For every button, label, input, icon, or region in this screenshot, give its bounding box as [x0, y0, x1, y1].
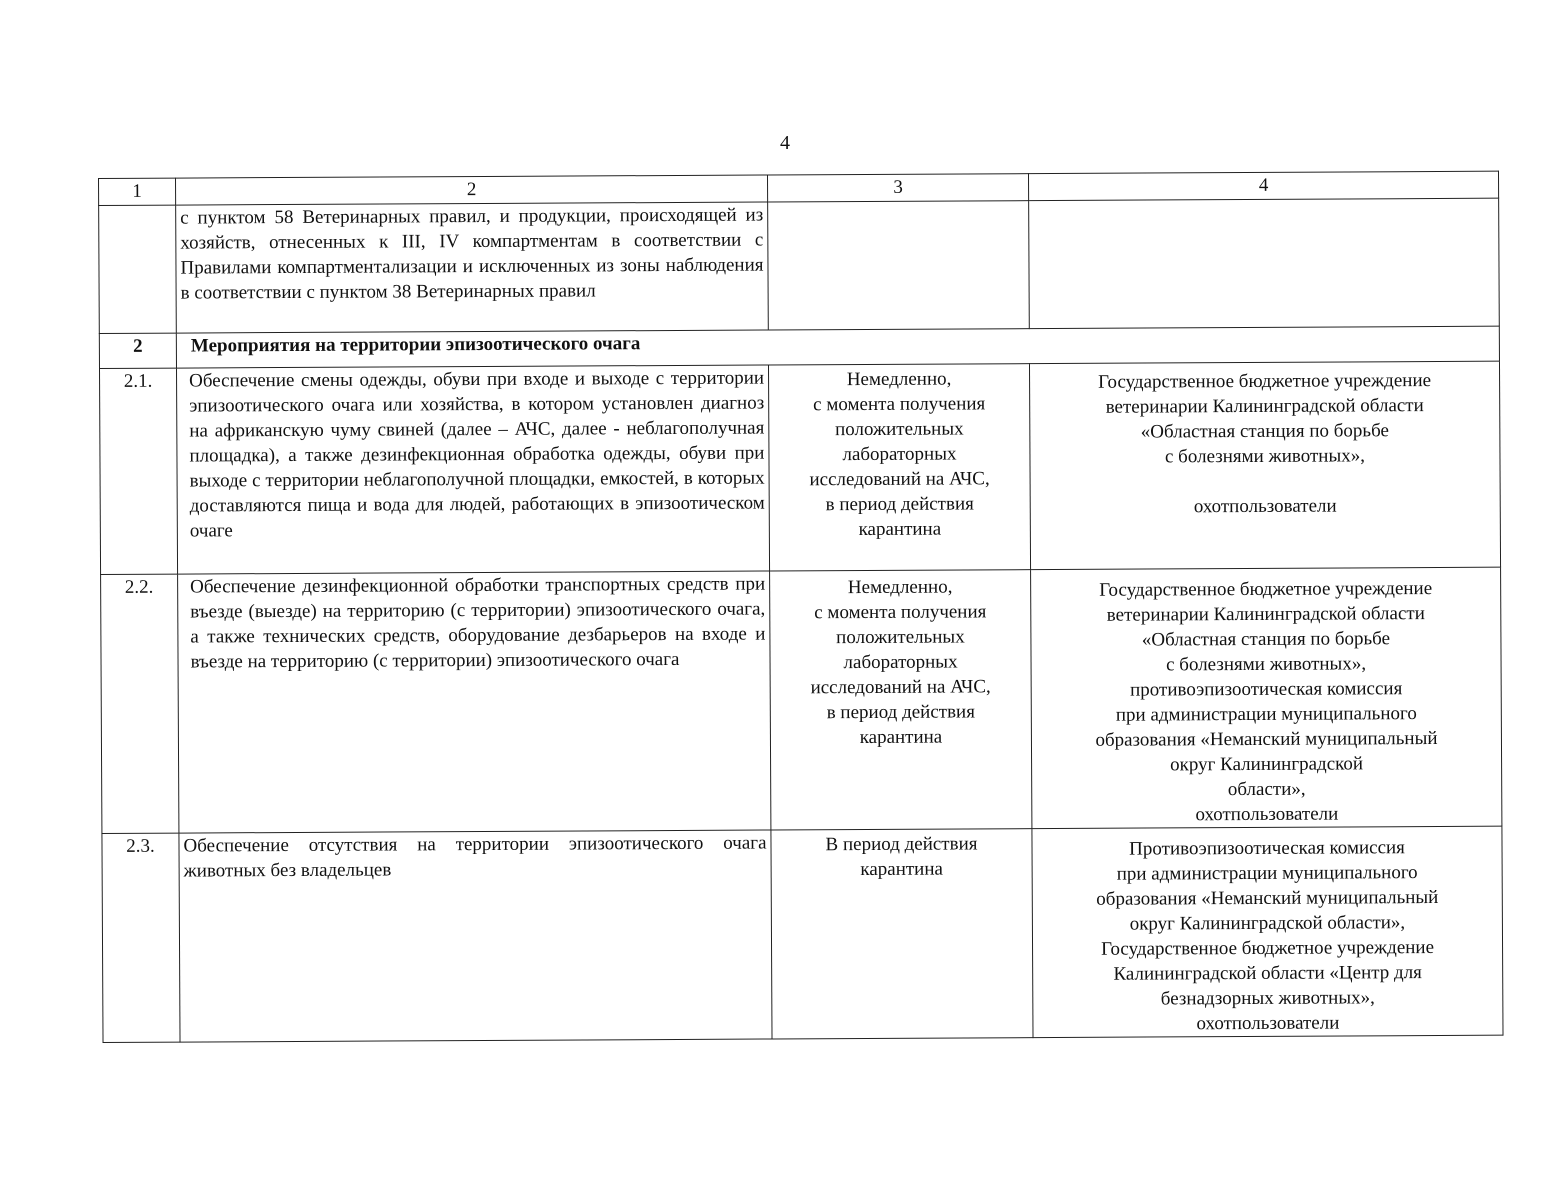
- page-number: 4: [780, 132, 790, 154]
- responsible-text: [1029, 198, 1500, 328]
- column-header-2: 2: [176, 175, 768, 205]
- deadline-text: [768, 201, 1030, 330]
- column-header-3: 3: [767, 174, 1028, 202]
- deadline-text: В период действия карантина: [771, 829, 1033, 1039]
- section-number: 2: [99, 333, 176, 368]
- column-header-1: 1: [99, 178, 176, 205]
- responsible-text: Государственное бюджетное учреждение ветеринарии Калининградской области «Областная станция по борьбе с болезнями животных», охотпользователи: [1029, 361, 1500, 569]
- measures-table: [98, 171, 1504, 1043]
- measure-text: Обеспечение смены одежды, обуви при входе и выходе с территории эпизоотического очага или хозяйства, в котором установлен диагноз на африканскую чуму свиней (далее – АЧС, далее - неблагополучная площадка), а также дезинфекционная обработка одежды, обуви при выходе с территории неблагополучной площадки, емкостей, в которых доставляются пища и вода для людей, работающих в эпизоотическом очаге: [176, 365, 769, 574]
- deadline-text: Немедленно, с момента получения положительных лабораторных исследований на АЧС, в период действия карантина: [768, 364, 1030, 571]
- table-row-continuation: [99, 198, 1500, 333]
- measure-text: Обеспечение дезинфекционной обработки транспортных средств при въезде (выезде) на территорию (с территории) эпизоотического очага, а также технических средств, оборудование дезбарьеров на входе и въезде на территорию (с территории) эпизоотического очага: [178, 571, 771, 833]
- row-number: 2.1.: [99, 368, 177, 574]
- table-row: [99, 361, 1500, 574]
- responsible-text: Государственное бюджетное учреждение ветеринарии Калининградской области «Областная станция по борьбе с болезнями животных», противоэпизоотическая комиссия при администрации муниципального образования «Неманский муниципальный округ Калининградской области», охотпользователи: [1031, 567, 1502, 828]
- column-header-4: 4: [1028, 171, 1498, 200]
- row-number: 2.3.: [102, 833, 180, 1042]
- measure-text: с пунктом 58 Ветеринарных правил, и продукции, происходящей из хозяйств, отнесенных к III, IV компартментам в соответствии с Правилами компартментализации и исключенных из зоны наблюдения в соответствии с пунктом 38 Ветеринарных правил: [176, 202, 769, 333]
- responsible-text: Противоэпизоотическая комиссия при администрации муниципального образования «Неманский муниципальный округ Калининградской области», Государственное бюджетное учреждение Калининградской области «Центр для безнадзорных животных», охотпользователи: [1032, 826, 1503, 1037]
- row-number: [99, 205, 177, 333]
- row-number: 2.2.: [101, 574, 179, 833]
- table-row: [101, 567, 1502, 833]
- section-title: Мероприятия на территории эпизоотического очага: [176, 326, 1499, 368]
- deadline-text: Немедленно, с момента получения положительных лабораторных исследований на АЧС, в период действия карантина: [770, 570, 1032, 830]
- measure-text: Обеспечение отсутствия на территории эпизоотического очага животных без владельцев: [179, 830, 772, 1042]
- table-row: [102, 826, 1503, 1042]
